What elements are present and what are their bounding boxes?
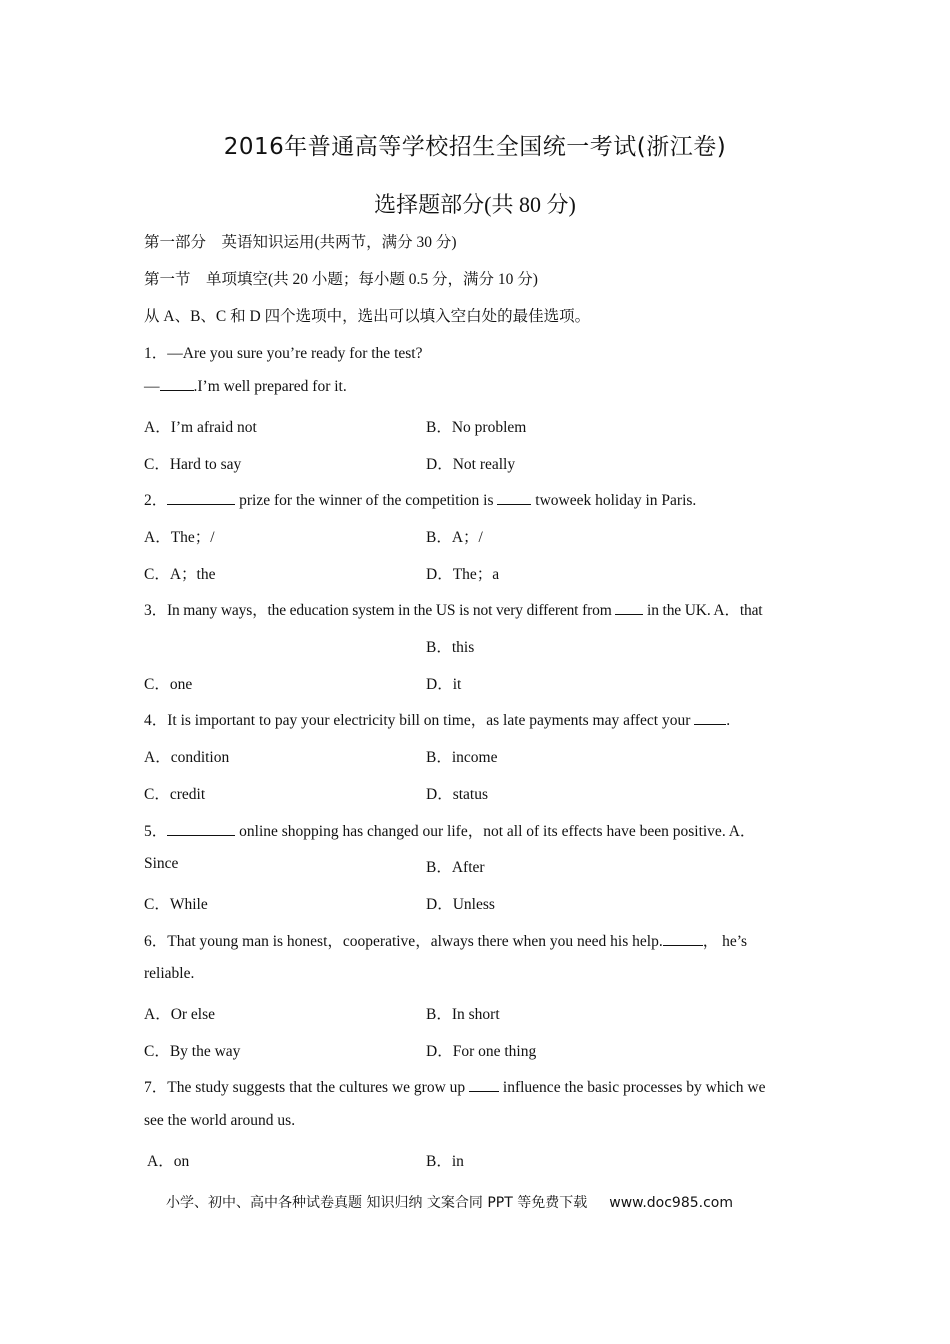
q6-option-a: A．Or else	[144, 1006, 216, 1023]
blank	[497, 503, 531, 505]
blank	[694, 723, 726, 725]
q7-option-a: A．on	[147, 1153, 190, 1170]
q5-option-c: C．While	[144, 896, 208, 913]
question-4	[144, 708, 730, 730]
q3-text-end: in the UK. A．that	[643, 602, 763, 619]
question-6	[144, 929, 747, 951]
q1-option-c: C．Hard to say	[144, 456, 242, 473]
q6-option-b: B．In short	[426, 1006, 500, 1023]
q2-middle: prize for the winner of the competition is	[235, 492, 498, 509]
q3-text: 3．In many ways，the education system in the US is not very different from	[144, 602, 616, 619]
q6-text-end: ， he’s	[702, 933, 748, 950]
blank	[167, 834, 235, 836]
q1-option-d: D．Not really	[426, 456, 516, 473]
instruction: 从 A、B、C 和 D 四个选项中，选出可以填入空白处的最佳选项。	[144, 308, 591, 325]
q4-option-c: C．credit	[144, 786, 206, 803]
q7-text-end: influence the basic processes by which we	[499, 1079, 766, 1096]
exam-title: 2016年普通高等学校招生全国统一考试(浙江卷)	[223, 134, 727, 160]
q7-text: 7．The study suggests that the cultures we grow up	[144, 1079, 470, 1096]
q4-text: 4．It is important to pay your electricity bill on time，as late payments may affect your	[144, 712, 695, 729]
q3-option-c: C．one	[144, 676, 193, 693]
q5-option-a-continued: Since	[144, 855, 179, 872]
question-6-line2: reliable.	[144, 965, 195, 982]
blank	[160, 389, 194, 391]
question-1-reply	[144, 378, 347, 396]
question-7-line2: see the world around us.	[144, 1112, 296, 1129]
q4-option-d: D．status	[426, 786, 489, 803]
q7-option-b: B．in	[426, 1153, 464, 1170]
q2-end: twoweek holiday in Paris.	[531, 492, 697, 509]
q2-option-b: B．A；/	[426, 529, 483, 546]
q5-option-d: D．Unless	[426, 896, 495, 913]
q3-option-d: D．it	[426, 676, 462, 693]
question-2	[144, 488, 696, 510]
q3-option-b: B．this	[426, 639, 475, 656]
q5-number: 5．	[144, 823, 168, 840]
q1-option-b: B．No problem	[426, 419, 527, 436]
question-1: 1．—Are you sure you’re ready for the test?	[144, 345, 423, 362]
blank	[469, 1090, 499, 1092]
blank	[167, 503, 235, 505]
q2-option-c: C．A；the	[144, 566, 216, 583]
blank	[615, 613, 643, 615]
section-subtitle: 选择题部分(共 80 分)	[374, 192, 576, 217]
part-heading: 第一部分 英语知识运用(共两节，满分 30 分)	[144, 234, 457, 251]
q6-option-d: D．For one thing	[426, 1043, 537, 1060]
q6-text: 6．That young man is honest，cooperative，always there when you need his help.	[144, 933, 663, 950]
footer-text: 小学、初中、高中各种试卷真题 知识归纳 文案合同 PPT 等免费下载	[166, 1195, 588, 1211]
question-5	[144, 819, 755, 841]
q5-option-b: B．After	[426, 859, 485, 876]
question-3	[144, 598, 762, 620]
page-footer	[166, 1192, 733, 1212]
q1-reply-text: .I’m well prepared for it.	[193, 378, 347, 395]
q4-option-b: B．income	[426, 749, 498, 766]
q4-text-end: .	[726, 712, 731, 729]
footer-website: www.doc985.com	[609, 1195, 733, 1211]
q2-number: 2．	[144, 492, 168, 509]
q1-dash: —	[144, 378, 160, 395]
q4-option-a: A．condition	[144, 749, 230, 766]
q2-option-a: A．The；/	[144, 529, 215, 546]
section-heading: 第一节 单项填空(共 20 小题；每小题 0.5 分，满分 10 分)	[144, 271, 538, 288]
q1-option-a: A．I’m afraid not	[144, 419, 257, 436]
q5-text: online shopping has changed our life，not all of its effects have been positive. A．	[235, 823, 756, 840]
question-7	[144, 1075, 765, 1097]
q2-option-d: D．The；a	[426, 566, 500, 583]
q6-option-c: C．By the way	[144, 1043, 241, 1060]
blank	[663, 944, 703, 946]
